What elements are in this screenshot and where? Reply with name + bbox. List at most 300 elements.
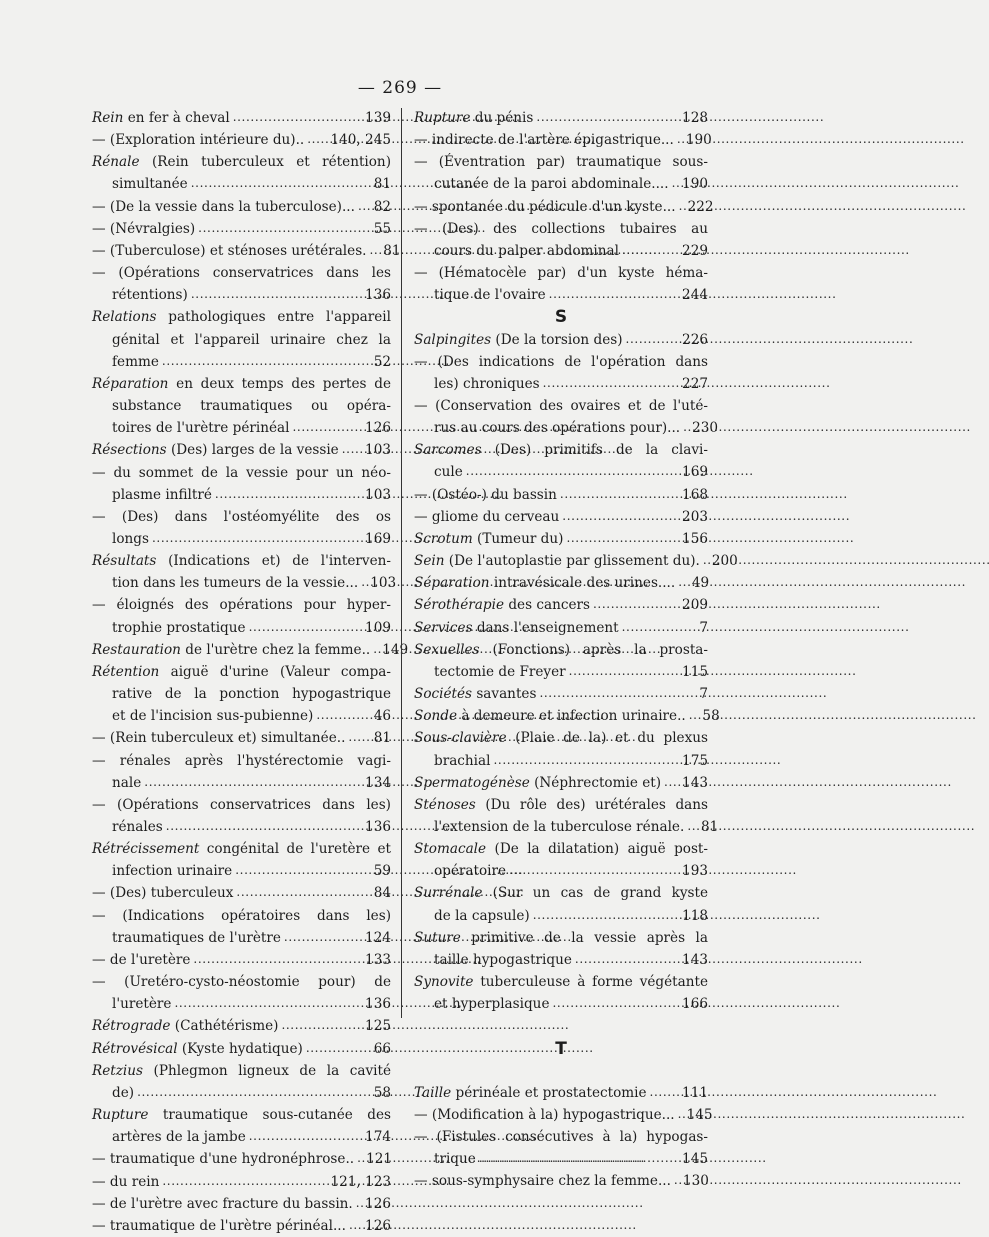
entry-line xyxy=(92,196,391,218)
page-reference: 156 xyxy=(682,530,708,547)
entry-text: rus au cours des opérations pour)... xyxy=(434,420,681,437)
entry-line xyxy=(414,284,708,306)
dot-leader xyxy=(569,660,679,674)
entry-line xyxy=(92,395,391,417)
entry-line xyxy=(92,462,391,484)
index-entry xyxy=(414,262,708,306)
page-reference: 49 xyxy=(691,575,710,592)
page-reference: 134 xyxy=(365,774,391,791)
dot-leader xyxy=(292,416,362,430)
index-entry xyxy=(414,528,708,550)
page-reference: 169 xyxy=(365,530,391,547)
page-reference: 126 xyxy=(365,420,391,437)
entry-line xyxy=(414,838,708,860)
index-entry xyxy=(414,218,708,262)
page-reference: 125 xyxy=(365,1018,391,1035)
index-entry xyxy=(92,196,391,218)
entry-line xyxy=(414,1082,708,1104)
entry-line xyxy=(414,240,708,262)
index-entry xyxy=(414,683,708,705)
page-reference: 244 xyxy=(682,287,708,304)
entry-line xyxy=(414,705,720,727)
entry-text: rative de la ponction hypogastrique xyxy=(112,686,391,703)
entry-text: — (Éventration par) traumatique sous- xyxy=(414,154,708,171)
dot-leader xyxy=(553,992,680,1006)
entry-line xyxy=(92,594,391,616)
page-reference: 103 xyxy=(365,486,391,503)
page-reference: 166 xyxy=(682,996,708,1013)
dot-leader xyxy=(162,350,366,364)
entry-term: Relations xyxy=(92,309,157,326)
dot-leader xyxy=(166,815,362,829)
entry-text: cours du palper abdominal xyxy=(434,242,619,259)
entry-text: — (Hématocèle par) d'un kyste héma- xyxy=(414,265,708,282)
entry-text: taille hypogastrique xyxy=(434,951,572,968)
index-entry xyxy=(414,329,708,351)
dot-leader xyxy=(626,328,680,342)
index-column-right xyxy=(414,107,738,1193)
index-entry xyxy=(414,639,708,683)
entry-text: — (Indications opératoires dans les) xyxy=(92,907,391,924)
entry-line xyxy=(414,173,708,195)
dot-leader xyxy=(566,527,679,541)
entry-line xyxy=(92,661,391,683)
entry-text: trophie prostatique xyxy=(112,619,246,636)
dot-leader xyxy=(215,483,362,497)
entry-text: Sérothérapie des cancers xyxy=(414,597,590,614)
page-reference: 193 xyxy=(682,863,708,880)
page-reference: 121, 123 xyxy=(330,1173,391,1190)
entry-term: Résultats xyxy=(92,553,157,570)
index-entry xyxy=(92,1193,391,1215)
entry-line xyxy=(92,1193,391,1215)
index-entry xyxy=(92,306,391,372)
page-reference: 111 xyxy=(682,1084,708,1101)
index-entry xyxy=(92,1215,391,1237)
entry-text: Sociétés savantes xyxy=(414,686,537,703)
entry-line xyxy=(92,572,397,594)
index-entry xyxy=(414,1126,708,1170)
page-reference: 7 xyxy=(699,619,708,636)
entry-line xyxy=(92,794,391,816)
index-entry xyxy=(92,373,391,439)
entry-text: plasme infiltré xyxy=(112,486,212,503)
entry-line xyxy=(92,262,391,284)
entry-text: Restauration de l'urètre chez la femme.. xyxy=(92,641,371,658)
entry-line xyxy=(92,838,391,860)
entry-line xyxy=(92,993,391,1015)
page-reference: 109 xyxy=(365,619,391,636)
index-entry xyxy=(414,1104,713,1126)
entry-text: Sous-clavière (Plaie de la) et du plexus xyxy=(414,730,708,747)
entry-text: génital et l'appareil urinaire chez la xyxy=(112,331,391,348)
index-entry xyxy=(92,661,391,727)
page-reference: 115 xyxy=(682,663,708,680)
dot-leader xyxy=(356,1192,362,1206)
entry-text: — (Tuberculose) et sténoses urétérales. xyxy=(92,242,367,259)
entry-text: cutanée de la paroi abdominale.... xyxy=(434,176,669,193)
index-entry xyxy=(92,506,391,550)
section-letter-heading: T xyxy=(555,1038,567,1059)
entry-line xyxy=(414,927,708,949)
dot-leader xyxy=(674,1169,680,1183)
page-reference: 81 xyxy=(383,242,401,259)
page-reference: 59 xyxy=(373,863,391,880)
entry-text: Sein (De l'autoplastie par glissement du). xyxy=(414,553,700,570)
entry-line xyxy=(92,506,391,528)
entry-line xyxy=(92,151,391,173)
entry-line xyxy=(414,1104,713,1126)
page-reference: 145 xyxy=(682,1151,708,1168)
page-reference: 81 xyxy=(701,818,719,835)
dot-leader xyxy=(533,904,679,918)
entry-line xyxy=(414,107,708,129)
entry-line xyxy=(414,905,708,927)
entry-text: Rétrécissement congénital de l'uretère et xyxy=(92,841,391,858)
index-entry xyxy=(92,905,391,949)
entry-text: — de l'uretère xyxy=(92,951,191,968)
entry-line xyxy=(414,196,714,218)
entry-text: Synovite tuberculeuse à forme végétante xyxy=(414,974,708,991)
index-entry xyxy=(414,971,708,1015)
entry-line xyxy=(414,417,719,439)
entry-line xyxy=(414,329,708,351)
entry-line xyxy=(92,306,391,328)
page-reference: 52 xyxy=(373,353,391,370)
entry-line xyxy=(92,528,391,550)
entry-line xyxy=(414,772,708,794)
entry-line xyxy=(92,1060,391,1082)
entry-text: — (Des) dans l'ostéomyélite des os xyxy=(92,508,391,525)
index-entry xyxy=(414,617,708,639)
dot-leader xyxy=(191,172,366,186)
entry-term: Rein xyxy=(92,110,124,126)
index-entry xyxy=(414,794,719,838)
index-entry xyxy=(92,262,391,306)
page-reference: 203 xyxy=(682,508,708,525)
entry-line xyxy=(92,1126,391,1148)
entry-term: Réparation xyxy=(92,375,169,392)
index-entry xyxy=(414,727,708,771)
entry-text: artères de la jambe xyxy=(112,1129,246,1146)
entry-text: longs xyxy=(112,530,149,547)
entry-text: — du rein xyxy=(92,1173,160,1190)
entry-text: tectomie de Freyer xyxy=(434,663,566,680)
entry-term: Spermatogénèse xyxy=(414,774,530,791)
dot-leader xyxy=(509,859,679,873)
entry-text: cule xyxy=(434,464,463,481)
dot-leader xyxy=(174,992,362,1006)
entry-line xyxy=(92,1215,391,1237)
entry-text: simultanée xyxy=(112,176,188,193)
page-reference: 130 xyxy=(682,1173,709,1190)
page-reference: 140, 245 xyxy=(330,132,391,149)
entry-text: traumatiques de l'urètre xyxy=(112,929,281,946)
entry-term: Taille xyxy=(414,1084,452,1101)
entry-line xyxy=(92,284,391,306)
entry-line xyxy=(414,594,708,616)
entry-text: Scrotum (Tumeur du) xyxy=(414,530,564,547)
index-column-left xyxy=(92,107,409,1237)
entry-text: Résections (Des) larges de la vessie xyxy=(92,442,339,459)
entry-text: Sonde à demeure et infection urinaire.. xyxy=(414,708,686,725)
entry-line xyxy=(414,949,708,971)
dot-leader xyxy=(152,527,362,541)
dot-leader xyxy=(306,1037,366,1051)
page-reference: 84 xyxy=(373,885,391,902)
entry-line xyxy=(414,528,708,550)
dot-leader xyxy=(236,881,366,895)
dot-leader xyxy=(678,571,684,585)
dot-leader xyxy=(357,1147,363,1161)
page-reference: 175 xyxy=(682,752,708,769)
entry-line xyxy=(92,927,391,949)
dot-leader xyxy=(543,372,679,386)
entry-term: Sérothérapie xyxy=(414,597,504,614)
dot-leader xyxy=(191,283,362,297)
entry-line xyxy=(92,173,391,195)
index-entry xyxy=(92,1148,391,1170)
dot-leader xyxy=(342,438,362,452)
entry-term: Rénale xyxy=(92,154,140,171)
dot-leader xyxy=(539,682,683,696)
entry-text: Résultats (Indications et) de l'interven- xyxy=(92,553,391,570)
page-reference: 200 xyxy=(711,553,738,570)
dot-leader xyxy=(144,771,362,785)
entry-line xyxy=(92,484,391,506)
entry-line xyxy=(414,218,708,240)
entry-line xyxy=(414,439,708,461)
page-reference: 58 xyxy=(373,1084,391,1101)
dot-leader xyxy=(560,483,679,497)
dot-leader xyxy=(493,749,679,763)
dot-leader xyxy=(361,571,367,585)
entry-text: Suture primitive de la vessie après la xyxy=(414,929,708,946)
entry-term: Sociétés xyxy=(414,686,472,703)
entry-text: l'extension de la tuberculose rénale. xyxy=(434,818,685,835)
page-reference: 169 xyxy=(682,464,708,481)
dot-leader xyxy=(683,416,689,430)
dot-leader xyxy=(575,948,679,962)
entry-term: Séparation xyxy=(414,575,490,592)
entry-text: Services dans l'enseignement xyxy=(414,619,619,636)
entry-text: Stomacale (De la dilatation) aiguë post- xyxy=(414,841,708,858)
entry-text: — spontanée du pédicule d'un kyste... xyxy=(414,198,676,215)
page-reference: 145 xyxy=(686,1106,713,1123)
dot-leader xyxy=(348,726,366,740)
entry-term: Services xyxy=(414,619,473,636)
entry-text: brachial xyxy=(434,752,491,769)
index-entry xyxy=(92,1060,391,1104)
entry-line xyxy=(414,750,708,772)
entry-text: rénales xyxy=(112,819,163,835)
entry-line xyxy=(414,661,708,683)
entry-text: trique xyxy=(434,1151,476,1168)
entry-term: Synovite xyxy=(414,974,474,991)
entry-text: Séparation intravésicale des urines.... xyxy=(414,575,676,592)
page-reference: 209 xyxy=(682,597,708,614)
entry-text: rétentions) xyxy=(112,287,188,304)
index-entry xyxy=(414,838,708,882)
entry-line xyxy=(414,151,708,173)
index-entry xyxy=(92,1171,391,1193)
page-reference: 58 xyxy=(702,708,720,725)
entry-term: Surrénale xyxy=(414,885,483,902)
entry-term: Rétrécissement xyxy=(92,841,200,858)
entry-line xyxy=(414,816,719,838)
dot-leader xyxy=(281,1014,362,1028)
dot-leader xyxy=(137,1081,366,1095)
entry-term: Rupture xyxy=(92,1107,149,1124)
dot-leader xyxy=(284,926,362,940)
index-entry xyxy=(92,439,391,461)
index-entry xyxy=(92,151,391,195)
entry-line xyxy=(92,373,391,395)
entry-line xyxy=(414,506,708,528)
page-reference: 103 xyxy=(370,575,397,592)
index-entry xyxy=(414,550,738,572)
entry-text: et de l'incision sus-pubienne) xyxy=(112,708,314,725)
page-reference: 143 xyxy=(682,774,708,791)
page-reference: 126 xyxy=(365,1217,391,1234)
page-reference: 7 xyxy=(699,686,708,703)
dot-leader xyxy=(678,1103,684,1117)
entry-line xyxy=(414,1126,708,1148)
entry-text: — (Uretéro-cysto-néostomie pour) de xyxy=(92,974,391,991)
entry-line xyxy=(414,129,712,151)
entry-line xyxy=(92,129,391,151)
index-entry xyxy=(92,1038,391,1060)
dot-leader xyxy=(249,1125,362,1139)
entry-line xyxy=(92,240,401,262)
index-entry xyxy=(414,506,708,528)
dot-leader xyxy=(479,1147,679,1161)
entry-line xyxy=(92,1038,391,1060)
dot-leader xyxy=(198,217,366,231)
entry-line xyxy=(414,461,708,483)
dot-leader xyxy=(193,948,362,962)
entry-line xyxy=(92,1148,391,1170)
page-reference: 82 xyxy=(373,198,391,215)
entry-line xyxy=(92,329,391,351)
entry-text: Surrénale (Sur un cas de grand kyste xyxy=(414,885,708,902)
entry-term: Sous-clavière xyxy=(414,730,507,747)
index-entry xyxy=(92,1104,391,1148)
entry-text: — de l'urètre avec fracture du bassin. xyxy=(92,1195,353,1212)
index-entry xyxy=(92,462,391,506)
index-entry xyxy=(92,594,391,638)
index-entry xyxy=(414,927,708,971)
index-entry xyxy=(414,1170,708,1192)
index-entry xyxy=(92,550,397,594)
dot-leader xyxy=(233,106,362,120)
entry-text: — éloignés des opérations pour hyper- xyxy=(92,597,391,614)
spacer xyxy=(414,1015,708,1037)
index-entry xyxy=(414,151,708,195)
entry-line xyxy=(92,617,391,639)
page-reference: 190 xyxy=(685,132,712,149)
entry-text: Sarcomes (Des) primitifs de la clavi- xyxy=(414,442,708,459)
entry-text: — traumatique de l'urètre périnéal... xyxy=(92,1217,346,1234)
entry-text: tique de l'ovaire xyxy=(434,287,546,304)
entry-line xyxy=(92,1082,391,1104)
entry-text: Taille périnéale et prostatectomie xyxy=(414,1084,647,1101)
entry-line xyxy=(92,816,391,838)
dot-leader xyxy=(687,815,693,829)
page-reference: 230 xyxy=(692,420,719,437)
entry-line xyxy=(414,882,708,904)
entry-term: Rétrograde xyxy=(92,1018,171,1035)
entry-text: — (Des) des collections tubaires au xyxy=(414,220,708,237)
index-entry xyxy=(414,572,708,594)
entry-text: Spermatogénèse (Néphrectomie et) xyxy=(414,774,662,791)
page-reference: 118 xyxy=(682,907,708,924)
entry-line xyxy=(92,772,391,794)
page-reference: 136 xyxy=(365,819,391,835)
entry-text: — (Conservation des ovaires et de l'uté- xyxy=(414,398,708,415)
dot-leader xyxy=(677,128,683,142)
page-reference: 139 xyxy=(365,110,391,126)
entry-line xyxy=(414,683,708,705)
entry-text: — (Des indications de l'opération dans xyxy=(414,353,708,370)
entry-text: Rénale (Rein tuberculeux et rétention) xyxy=(92,154,391,171)
dot-leader xyxy=(235,859,366,873)
entry-line xyxy=(92,639,409,661)
entry-line xyxy=(92,1104,391,1126)
entry-text: Sexuelles (Fonctions) après la prosta- xyxy=(414,641,708,658)
entry-line xyxy=(414,993,708,1015)
page-reference: 136 xyxy=(365,996,391,1013)
dot-leader xyxy=(703,549,709,563)
entry-text: Rétrograde (Cathétérisme) xyxy=(92,1018,279,1035)
entry-text: — (Exploration intérieure du).. xyxy=(92,132,305,149)
entry-line xyxy=(414,617,708,639)
entry-line xyxy=(92,1015,391,1037)
page-reference: 133 xyxy=(365,951,391,968)
page-reference: 190 xyxy=(682,176,708,193)
entry-line xyxy=(92,218,391,240)
entry-text: femme xyxy=(112,353,159,370)
dot-leader xyxy=(370,239,376,253)
dot-leader xyxy=(358,195,366,209)
entry-text: Rein en fer à cheval xyxy=(92,110,230,126)
entry-text: — (Modification à la) hypogastrique... xyxy=(414,1106,675,1123)
entry-line xyxy=(92,971,391,993)
entry-line xyxy=(92,439,391,461)
page-reference: 81 xyxy=(373,176,391,193)
entry-line xyxy=(414,262,708,284)
entry-text: toires de l'urètre périnéal xyxy=(112,420,290,437)
entry-term: Sein xyxy=(414,553,445,570)
entry-text: de la capsule) xyxy=(434,907,530,924)
dot-leader xyxy=(307,128,327,142)
entry-text: Salpingites (De la torsion des) xyxy=(414,331,623,348)
entry-line xyxy=(92,905,391,927)
page-reference: 103 xyxy=(365,442,391,459)
entry-text: — (Des) tuberculeux xyxy=(92,885,234,902)
entry-text: — gliome du cerveau xyxy=(414,508,560,525)
entry-line xyxy=(92,882,391,904)
entry-line xyxy=(414,550,738,572)
entry-line xyxy=(92,1171,391,1193)
entry-term: Rupture xyxy=(414,110,471,126)
entry-text: substance traumatiques ou opéra- xyxy=(112,398,391,415)
dot-leader xyxy=(622,239,679,253)
dot-leader xyxy=(679,195,685,209)
index-entry xyxy=(414,395,719,439)
entry-text: Rétention aiguë d'urine (Valeur compa- xyxy=(92,663,391,680)
entry-line xyxy=(92,705,391,727)
